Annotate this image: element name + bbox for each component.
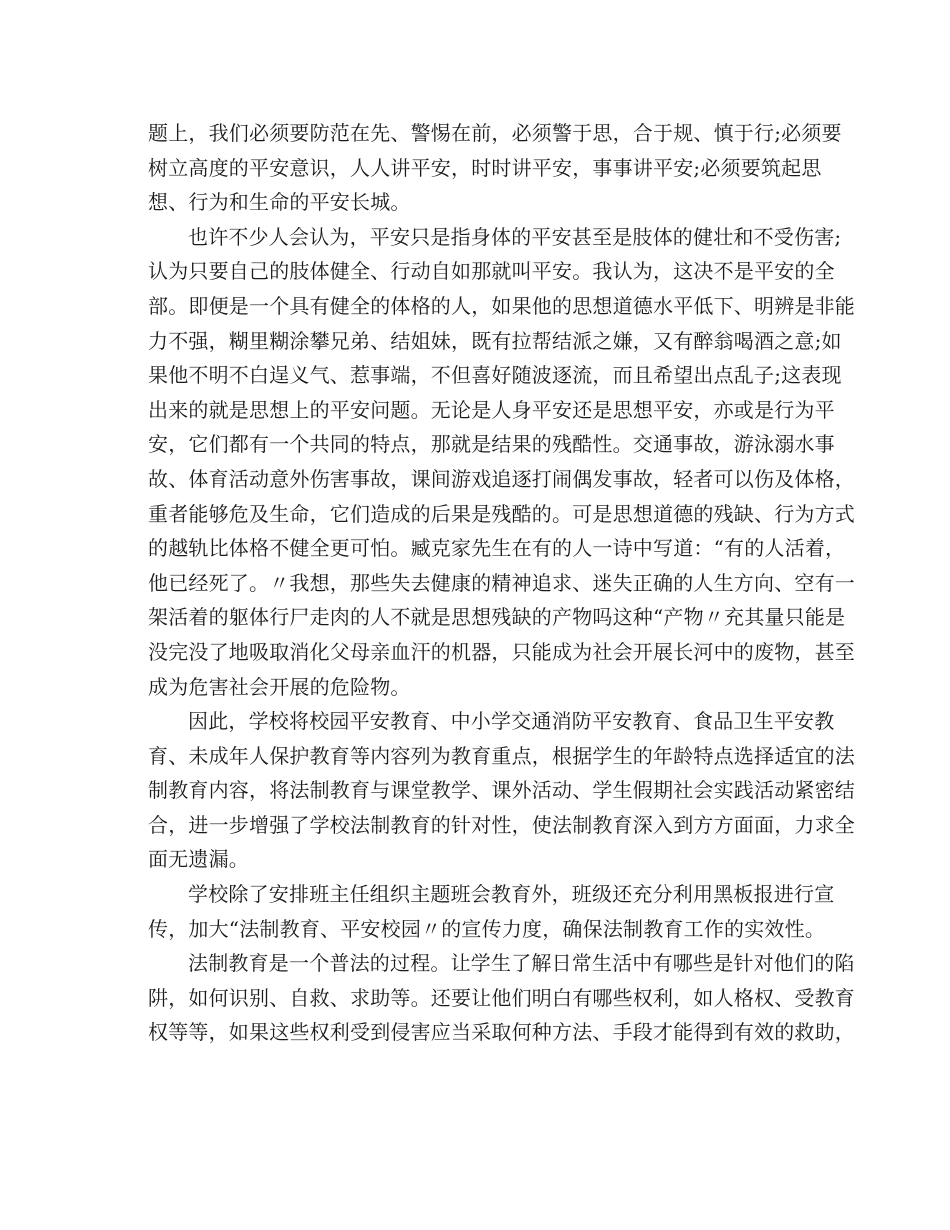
text-line: 故、体育活动意外伤害事故，课间游戏追逐打闹偶发事故，轻者可以伤及体格， [148,466,855,491]
text-line: 的越轨比体格不健全更可怕。臧克家先生在有的人一诗中写道：“有的人活着， [148,536,846,561]
text-line: 制教育内容，将法制教育与课堂教学、课外活动、学生假期社会实践活动紧密结 [148,778,855,803]
paragraph-3 [148,704,855,877]
text-line: 阱，如何识别、自救、求助等。还要让他们明白有哪些权利，如人格权、受教育 [148,985,855,1010]
text-line: 题上，我们必须要防范在先、警惕在前，必须警于思，合于规、慎于行;必须要 [148,121,842,145]
text-line: 力不强，糊里糊涂攀兄弟、结姐妹，既有拉帮结派之嫌，又有醉翁喝酒之意;如 [148,328,842,353]
text-line: 部。即便是一个具有健全的体格的人，如果他的思想道德水平低下、明辨是非能 [148,293,855,318]
text-line: 合，进一步增强了学校法制教育的针对性，使法制教育深入到方方面面，力求全 [148,812,855,837]
text-line: 重者能够危及生命，它们造成的后果是残酷的。可是思想道德的残缺、行为方式 [148,501,855,526]
text-line: 没完没了地吸取消化父母亲血汗的机器，只能成为社会开展长河中的废物，甚至 [148,639,855,664]
text-line: 架活着的躯体行尸走肉的人不就是思想残缺的产物吗这种“产物〃充其量只能是 [148,605,846,630]
paragraph-2 [148,220,855,704]
text-line: 传，加大“法制教育、平安校园〃的宣传力度，确保法制教育工作的实效性。 [148,916,826,941]
text-line: 他已经死了。〃我想，那些失去健康的精神追求、迷失正确的人生方向、空有一 [148,570,855,595]
text-line: 树立高度的平安意识，人人讲平安，时时讲平安，事事讲平安;必须要筑起思 [148,155,822,180]
paragraph-4 [148,877,835,946]
text-line: 安，它们都有一个共同的特点，那就是结果的残酷性。交通事故，游泳溺水事 [148,432,835,457]
text-line: 果他不明不白逞义气、惹事端，不但喜好随波逐流，而且希望出点乱子;这表现 [148,363,842,388]
paragraph-5 [148,946,855,1050]
text-line: 育、未成年人保护教育等内容列为教育重点，根据学生的年龄特点选择适宜的法 [148,743,855,768]
text-line: 因此，学校将校园平安教育、中小学交通消防平安教育、食品卫生平安教 [188,709,835,734]
text-line: 权等等，如果这些权利受到侵害应当采取何种方法、手段才能得到有效的救助， [148,1020,855,1045]
text-line: 面无遗漏。 [148,847,249,872]
text-line: 学校除了安排班主任组织主题班会教育外，班级还充分利用黑板报进行宣 [188,882,835,907]
document-page [148,116,855,1050]
text-line: 认为只要自己的肢体健全、行动自如那就叫平安。我认为，这决不是平安的全 [148,259,835,284]
text-line: 也许不少人会认为，平安只是指身体的平安甚至是肢体的健壮和不受伤害; [188,224,842,249]
paragraph-1 [148,116,842,220]
text-line: 法制教育是一个普法的过程。让学生了解日常生活中有哪些是针对他们的陷 [188,951,855,976]
text-line: 出来的就是思想上的平安问题。无论是人身平安还是思想平安，亦或是行为平 [148,397,835,422]
text-line: 成为危害社会开展的危险物。 [148,674,411,699]
text-line: 想、行为和生命的平安长城。 [148,190,411,215]
